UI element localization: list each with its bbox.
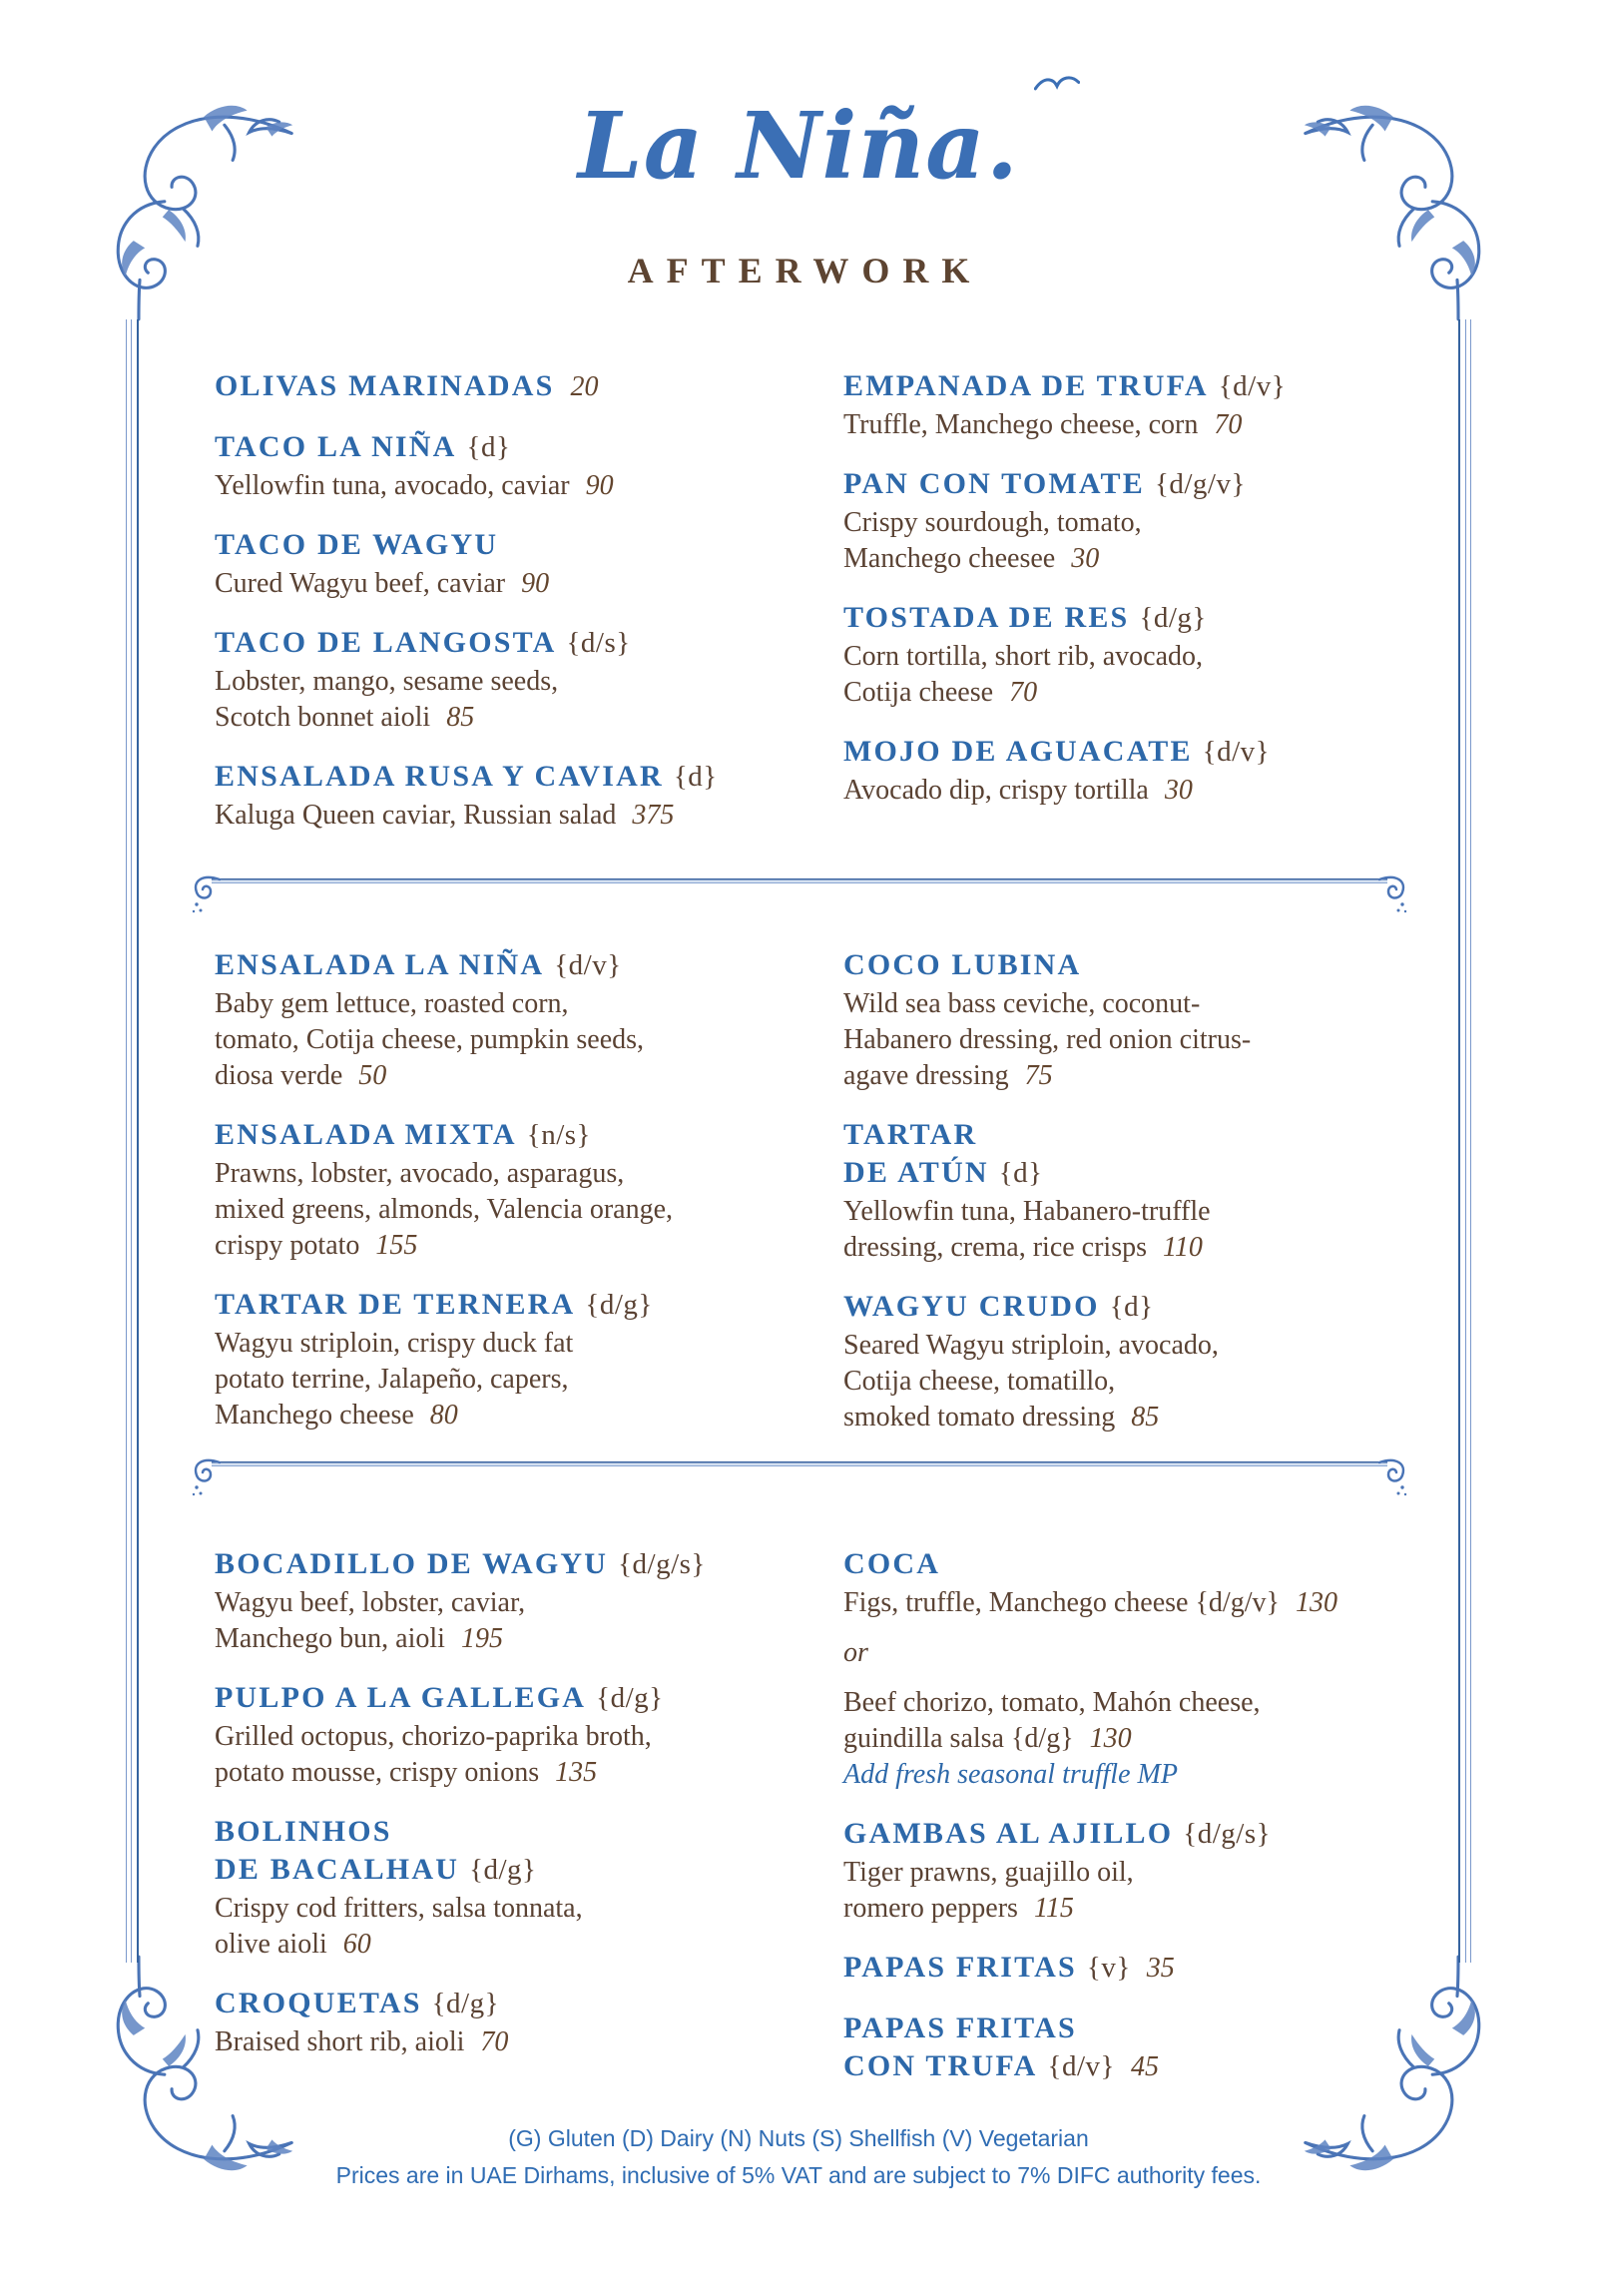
menu-item-desc-text: mixed greens, almonds, Valencia orange, — [215, 1194, 674, 1225]
menu-item-price: 110 — [1163, 1232, 1203, 1263]
menu-item-name-line — [215, 1545, 843, 1583]
menu-item-price: 30 — [1164, 775, 1193, 806]
divider-scroll-icon — [188, 869, 222, 917]
menu-item-desc-line — [215, 1362, 843, 1398]
menu-item-desc-line — [843, 1194, 1442, 1230]
menu-item-name-line — [843, 2009, 1442, 2047]
menu-item-name-line — [843, 1288, 1442, 1326]
menu-item-desc-text: Figs, truffle, Manchego cheese {d/g/v} — [843, 1587, 1280, 1618]
menu-column-right — [843, 1545, 1442, 2108]
menu-item-name-line — [215, 428, 843, 466]
menu-item-name: COCA — [843, 1547, 941, 1580]
menu-item-desc-line — [843, 1721, 1442, 1757]
menu-item-price: 60 — [342, 1929, 371, 1960]
menu-item-desc-text: guindilla salsa {d/g} — [843, 1723, 1074, 1754]
menu-item-price: 115 — [1033, 1893, 1074, 1924]
menu-item-name: PULPO A LA GALLEGA — [215, 1681, 587, 1714]
menu-item-name: WAGYU CRUDO — [843, 1290, 1100, 1323]
menu-item-desc-line — [843, 773, 1442, 809]
menu-item-tags: {d/v} — [554, 949, 622, 981]
menu-item-title — [215, 946, 843, 984]
menu-item-price: 375 — [632, 800, 675, 831]
menu-item-title — [843, 465, 1442, 503]
menu-item-desc-text: Prawns, lobster, avocado, asparagus, — [215, 1158, 625, 1189]
menu-item-desc-line — [215, 1228, 843, 1264]
menu-item — [215, 367, 843, 406]
menu-item-tags: {d/g/s} — [1183, 1818, 1272, 1850]
menu-item-price: 70 — [480, 2026, 509, 2057]
menu-item-name: CON TRUFA — [843, 2049, 1038, 2082]
menu-item-desc-text: Kaluga Queen caviar, Russian salad — [215, 800, 617, 831]
menu-item-price: 30 — [1071, 543, 1100, 574]
menu-item-name: TACO DE LANGOSTA — [215, 626, 557, 659]
menu-item — [215, 624, 843, 736]
menu-item-desc-text: Lobster, mango, sesame seeds, — [215, 666, 559, 697]
menu-item-desc-line — [843, 1058, 1442, 1094]
menu-item-price: 35 — [1146, 1953, 1175, 1984]
menu-item-name-line — [843, 1815, 1442, 1853]
menu-item-title — [843, 1288, 1442, 1326]
menu-item-tags: {n/s} — [526, 1119, 591, 1151]
menu-item-desc-line — [215, 2024, 843, 2060]
menu-item-price: 70 — [1009, 677, 1038, 708]
menu-item-tags: {d/g} — [469, 1854, 537, 1886]
menu-item-price: 70 — [1214, 409, 1243, 440]
menu-item-desc-text: Yellowfin tuna, Habanero-truffle — [843, 1196, 1211, 1227]
menu-item-desc-text: dressing, crema, rice crisps — [843, 1232, 1147, 1263]
menu-item-name-line — [843, 946, 1442, 984]
menu-item-desc-line — [215, 1755, 843, 1791]
menu-item-name-line — [215, 1116, 843, 1154]
menu-item-desc-line — [843, 1364, 1442, 1400]
menu-item-desc-line — [843, 675, 1442, 711]
menu-item — [843, 465, 1442, 577]
menu-item-tags: {d/v} — [1047, 2050, 1115, 2082]
divider-scroll-icon — [1377, 869, 1411, 917]
menu-item — [843, 1288, 1442, 1435]
menu-item-desc-text: Baby gem lettuce, roasted corn, — [215, 988, 569, 1019]
menu-item-desc-text: Grilled octopus, chorizo-paprika broth, — [215, 1721, 652, 1752]
menu-item — [843, 367, 1442, 443]
menu-item-name-line — [215, 624, 843, 662]
menu-item-desc-text: Corn tortilla, short rib, avocado, — [843, 641, 1204, 672]
menu-item-title — [843, 733, 1442, 771]
menu-item-name: BOCADILLO DE WAGYU — [215, 1547, 609, 1580]
menu-item-desc-line — [215, 566, 843, 602]
menu-item-desc-line — [843, 541, 1442, 577]
menu-item-desc-text: Tiger prawns, guajillo oil, — [843, 1857, 1134, 1888]
menu-item-desc-line — [215, 1326, 843, 1362]
menu-item-desc-text: Habanero dressing, red onion citrus- — [843, 1024, 1252, 1055]
menu-item — [215, 1985, 843, 2060]
menu-item-name: TARTAR DE TERNERA — [215, 1288, 576, 1321]
section-divider — [212, 878, 1387, 884]
menu-item-title — [215, 624, 843, 662]
menu-item-desc-line — [843, 1585, 1442, 1621]
menu-item-desc-line — [843, 1635, 1442, 1671]
menu-item-name-line — [215, 526, 843, 564]
menu-item-price: 90 — [521, 568, 550, 599]
menu-item-name: TACO DE WAGYU — [215, 528, 499, 561]
menu-item-desc-text: Beef chorizo, tomato, Mahón cheese, — [843, 1687, 1261, 1718]
menu-item-title — [843, 1116, 1442, 1192]
menu-item — [215, 526, 843, 602]
footer — [0, 2120, 1597, 2194]
menu-item-desc-line — [843, 1685, 1442, 1721]
menu-item-desc-line — [843, 1328, 1442, 1364]
menu-item-desc-line — [843, 1400, 1442, 1435]
menu-item — [843, 946, 1442, 1094]
menu-item-desc-line — [843, 1022, 1442, 1058]
menu-item-tags: {d/g} — [1139, 602, 1207, 634]
menu-item-price: 85 — [1131, 1402, 1160, 1433]
menu-item — [843, 2009, 1442, 2086]
menu-item-name-line — [843, 1116, 1442, 1154]
menu-item-tags: {d/v} — [1202, 736, 1271, 768]
menu-item — [215, 1545, 843, 1657]
menu-item-price: 130 — [1295, 1587, 1337, 1618]
menu-column-right — [843, 367, 1442, 856]
menu-item — [843, 599, 1442, 711]
menu-item-desc-text: Cotija cheese — [843, 677, 994, 708]
menu-item-name-line — [843, 1545, 1442, 1583]
menu-item — [843, 1545, 1442, 1793]
menu-item-name-line — [215, 1286, 843, 1324]
menu-item-desc-line — [215, 1058, 843, 1094]
menu-item — [215, 1679, 843, 1791]
menu-item-name-line — [843, 599, 1442, 637]
menu-item-tags: {d/g/v} — [1154, 468, 1246, 500]
menu-section — [0, 1545, 1597, 2108]
menu-item-price: 155 — [375, 1230, 418, 1261]
menu-item-desc-text: or — [843, 1637, 868, 1668]
menu-item-title — [843, 367, 1442, 405]
menu-column-left — [215, 946, 843, 1457]
menu-item-name: ENSALADA MIXTA — [215, 1118, 517, 1151]
menu-item-name: CROQUETAS — [215, 1987, 422, 2019]
menu-item-desc-line — [215, 986, 843, 1022]
menu-item-name-line — [843, 465, 1442, 503]
menu-item-name: OLIVAS MARINADAS — [215, 369, 555, 402]
menu-item-desc-line — [843, 505, 1442, 541]
menu-item-desc-text: Wagyu striploin, crispy duck fat — [215, 1328, 574, 1359]
menu-item-title — [843, 599, 1442, 637]
menu-item-desc-text: Manchego cheese — [215, 1400, 414, 1431]
menu-item — [843, 1949, 1442, 1988]
menu-item — [215, 946, 843, 1094]
menu-item-desc-line — [215, 798, 843, 834]
menu-item-price: 130 — [1089, 1723, 1132, 1754]
menu-title: AFTERWORK — [627, 251, 983, 290]
menu-item-price: 90 — [585, 470, 614, 501]
menu-item-title — [215, 526, 843, 564]
menu-item-desc-line — [215, 1156, 843, 1192]
menu-item-desc-line — [215, 1927, 843, 1963]
menu-item-name: TARTAR — [843, 1118, 978, 1151]
menu-item-name: TOSTADA DE RES — [843, 601, 1130, 634]
menu-item-name: EMPANADA DE TRUFA — [843, 369, 1209, 402]
menu-item-name: DE BACALHAU — [215, 1853, 460, 1886]
menu-item-desc-text: Avocado dip, crispy tortilla — [843, 775, 1149, 806]
menu-item-desc-text: olive aioli — [215, 1929, 327, 1960]
menu-item-name-line — [215, 367, 843, 406]
menu-item-name: MOJO DE AGUACATE — [843, 735, 1193, 768]
menu-item-desc-text: potato mousse, crispy onions — [215, 1757, 540, 1788]
menu-item-price: 135 — [555, 1757, 598, 1788]
menu-item-desc-line — [215, 1398, 843, 1434]
menu-item-name-line — [215, 1813, 843, 1851]
menu-item-desc-text: crispy potato — [215, 1230, 360, 1261]
menu-item-desc-line — [843, 639, 1442, 675]
menu-item-name-line — [843, 2047, 1442, 2086]
menu-item-title — [843, 1815, 1442, 1853]
menu-item-name: TACO LA NIÑA — [215, 430, 457, 463]
menu-item-desc-line — [215, 1719, 843, 1755]
menu-item — [215, 1813, 843, 1963]
menu-item-price: 50 — [358, 1060, 387, 1091]
menu-item-tags: {v} — [1086, 1952, 1131, 1984]
menu-item-desc-text: Crispy cod fritters, salsa tonnata, — [215, 1893, 583, 1924]
menu-item-desc-line — [215, 664, 843, 700]
menu-item-title — [215, 1545, 843, 1583]
menu-item — [215, 428, 843, 504]
menu-item-price: 85 — [446, 702, 475, 733]
menu-item-title — [215, 367, 843, 406]
menu-item-desc-text: tomato, Cotija cheese, pumpkin seeds, — [215, 1024, 645, 1055]
menu-item-desc-text: agave dressing — [843, 1060, 1009, 1091]
menu-item-name: ENSALADA RUSA Y CAVIAR — [215, 760, 664, 793]
menu-column-left — [215, 367, 843, 856]
menu-item-desc-text: Manchego bun, aioli — [215, 1623, 445, 1654]
menu-item-desc-line — [215, 1022, 843, 1058]
menu-item-desc-text: Seared Wagyu striploin, avocado, — [843, 1330, 1219, 1361]
menu-section — [0, 367, 1597, 856]
menu-item-desc-text: Truffle, Manchego cheese, corn — [843, 409, 1199, 440]
menu-item-name: COCO LUBINA — [843, 948, 1082, 981]
menu-item-tags: {d} — [673, 761, 718, 793]
menu-item-name-line — [215, 758, 843, 796]
menu-item-desc-text: Manchego cheesee — [843, 543, 1056, 574]
menu-item-desc-line — [843, 1757, 1442, 1793]
seagull-icon — [1034, 72, 1080, 98]
menu-item-desc-line — [843, 1230, 1442, 1266]
menu-item-title — [843, 946, 1442, 984]
footer-note: Prices are in UAE Dirhams, inclusive of 5% VAT and are subject to 7% DIFC authority fees. — [335, 2162, 1262, 2188]
menu-item-desc-text: Crispy sourdough, tomato, — [843, 507, 1142, 538]
menu-item-title — [843, 1949, 1442, 1988]
menu-item-name-line — [215, 1985, 843, 2022]
menu-item-desc-text: Wild sea bass ceviche, coconut- — [843, 988, 1201, 1019]
menu-item-price: 195 — [460, 1623, 503, 1654]
menu-item-tags: {d/g} — [431, 1988, 500, 2019]
menu-item-desc-line — [215, 700, 843, 736]
menu-item-name: DE ATÚN — [843, 1156, 989, 1189]
menu-item-desc-text: Add fresh seasonal truffle MP — [843, 1759, 1178, 1790]
menu-item-name-line — [215, 1851, 843, 1889]
menu-item-tags: {d/v} — [1218, 370, 1287, 402]
menu-item-desc-line — [215, 1192, 843, 1228]
menu-item-tags: {d} — [466, 431, 511, 463]
menu-item-desc-text: diosa verde — [215, 1060, 343, 1091]
menu-item-title — [843, 1545, 1442, 1583]
menu-item — [215, 758, 843, 834]
menu-item-desc-line — [215, 1621, 843, 1657]
menu-item-desc-line — [215, 1891, 843, 1927]
section-divider — [212, 1461, 1387, 1467]
menu-item-desc-line — [843, 1855, 1442, 1891]
menu-item-desc-text: Wagyu beef, lobster, caviar, — [215, 1587, 526, 1618]
menu-item — [843, 1116, 1442, 1266]
menu-item-desc-text: smoked tomato dressing — [843, 1402, 1116, 1433]
divider-scroll-icon — [1377, 1452, 1411, 1500]
menu-item — [843, 1815, 1442, 1927]
menu-item-desc-text: Cured Wagyu beef, caviar — [215, 568, 506, 599]
menu-item-tags: {d/g/s} — [618, 1548, 706, 1580]
menu-item-desc-text: potato terrine, Jalapeño, capers, — [215, 1364, 569, 1395]
menu-item-name-line — [215, 1679, 843, 1717]
menu-item-price: 75 — [1024, 1060, 1053, 1091]
menu-item-tags: {d/g} — [585, 1289, 653, 1321]
menu-item-desc-text: Scotch bonnet aioli — [215, 702, 431, 733]
menu-item-desc-text: Yellowfin tuna, avocado, caviar — [215, 470, 570, 501]
menu-item-name-line — [843, 367, 1442, 405]
menu-item-price: 45 — [1130, 2051, 1159, 2082]
menu-item-title — [215, 1985, 843, 2022]
menu-item-desc-line — [843, 407, 1442, 443]
divider-scroll-icon — [188, 1452, 222, 1500]
menu-item-tags: {d/s} — [566, 627, 631, 659]
menu-item-desc-text: Braised short rib, aioli — [215, 2026, 465, 2057]
menu-item-name-line — [843, 1949, 1442, 1988]
menu-item-title — [215, 1286, 843, 1324]
menu-item-title — [215, 1813, 843, 1889]
footer-legend: (G) Gluten (D) Dairy (N) Nuts (S) Shellfish (V) Vegetarian — [508, 2125, 1089, 2151]
menu-item-desc-line — [843, 986, 1442, 1022]
menu-item-title — [843, 2009, 1442, 2086]
menu-item-title — [215, 428, 843, 466]
menu-item-name: PAN CON TOMATE — [843, 467, 1145, 500]
menu-section — [0, 946, 1597, 1457]
menu-item-name: ENSALADA LA NIÑA — [215, 948, 545, 981]
menu-item-name: BOLINHOS — [215, 1815, 392, 1848]
menu-column-left — [215, 1545, 843, 2108]
menu-item-desc-line — [843, 1891, 1442, 1927]
menu-item-price: 20 — [570, 371, 599, 402]
menu-item-desc-line — [215, 468, 843, 504]
menu-item-tags: {d/g} — [596, 1682, 664, 1714]
menu-column-right — [843, 946, 1442, 1457]
menu-item-tags: {d} — [998, 1157, 1043, 1189]
menu-item-desc-line — [215, 1585, 843, 1621]
menu-item — [215, 1286, 843, 1434]
menu-item-name: PAPAS FRITAS — [843, 1951, 1077, 1984]
menu-item-title — [215, 758, 843, 796]
menu-item-price: 80 — [429, 1400, 458, 1431]
menu-item-title — [215, 1679, 843, 1717]
logo-script: La Niña. — [578, 92, 1019, 200]
menu-item-desc-text: Cotija cheese, tomatillo, — [843, 1366, 1116, 1397]
menu-item-name: GAMBAS AL AJILLO — [843, 1817, 1174, 1850]
menu-item-desc-text: romero peppers — [843, 1893, 1018, 1924]
menu-item-title — [215, 1116, 843, 1154]
menu-item-name-line — [215, 946, 843, 984]
menu-item-tags: {d} — [1109, 1291, 1154, 1323]
menu-item-name-line — [843, 1154, 1442, 1192]
menu-item — [215, 1116, 843, 1264]
menu-item — [843, 733, 1442, 809]
menu-item-name-line — [843, 733, 1442, 771]
menu-item-name: PAPAS FRITAS — [843, 2011, 1077, 2044]
